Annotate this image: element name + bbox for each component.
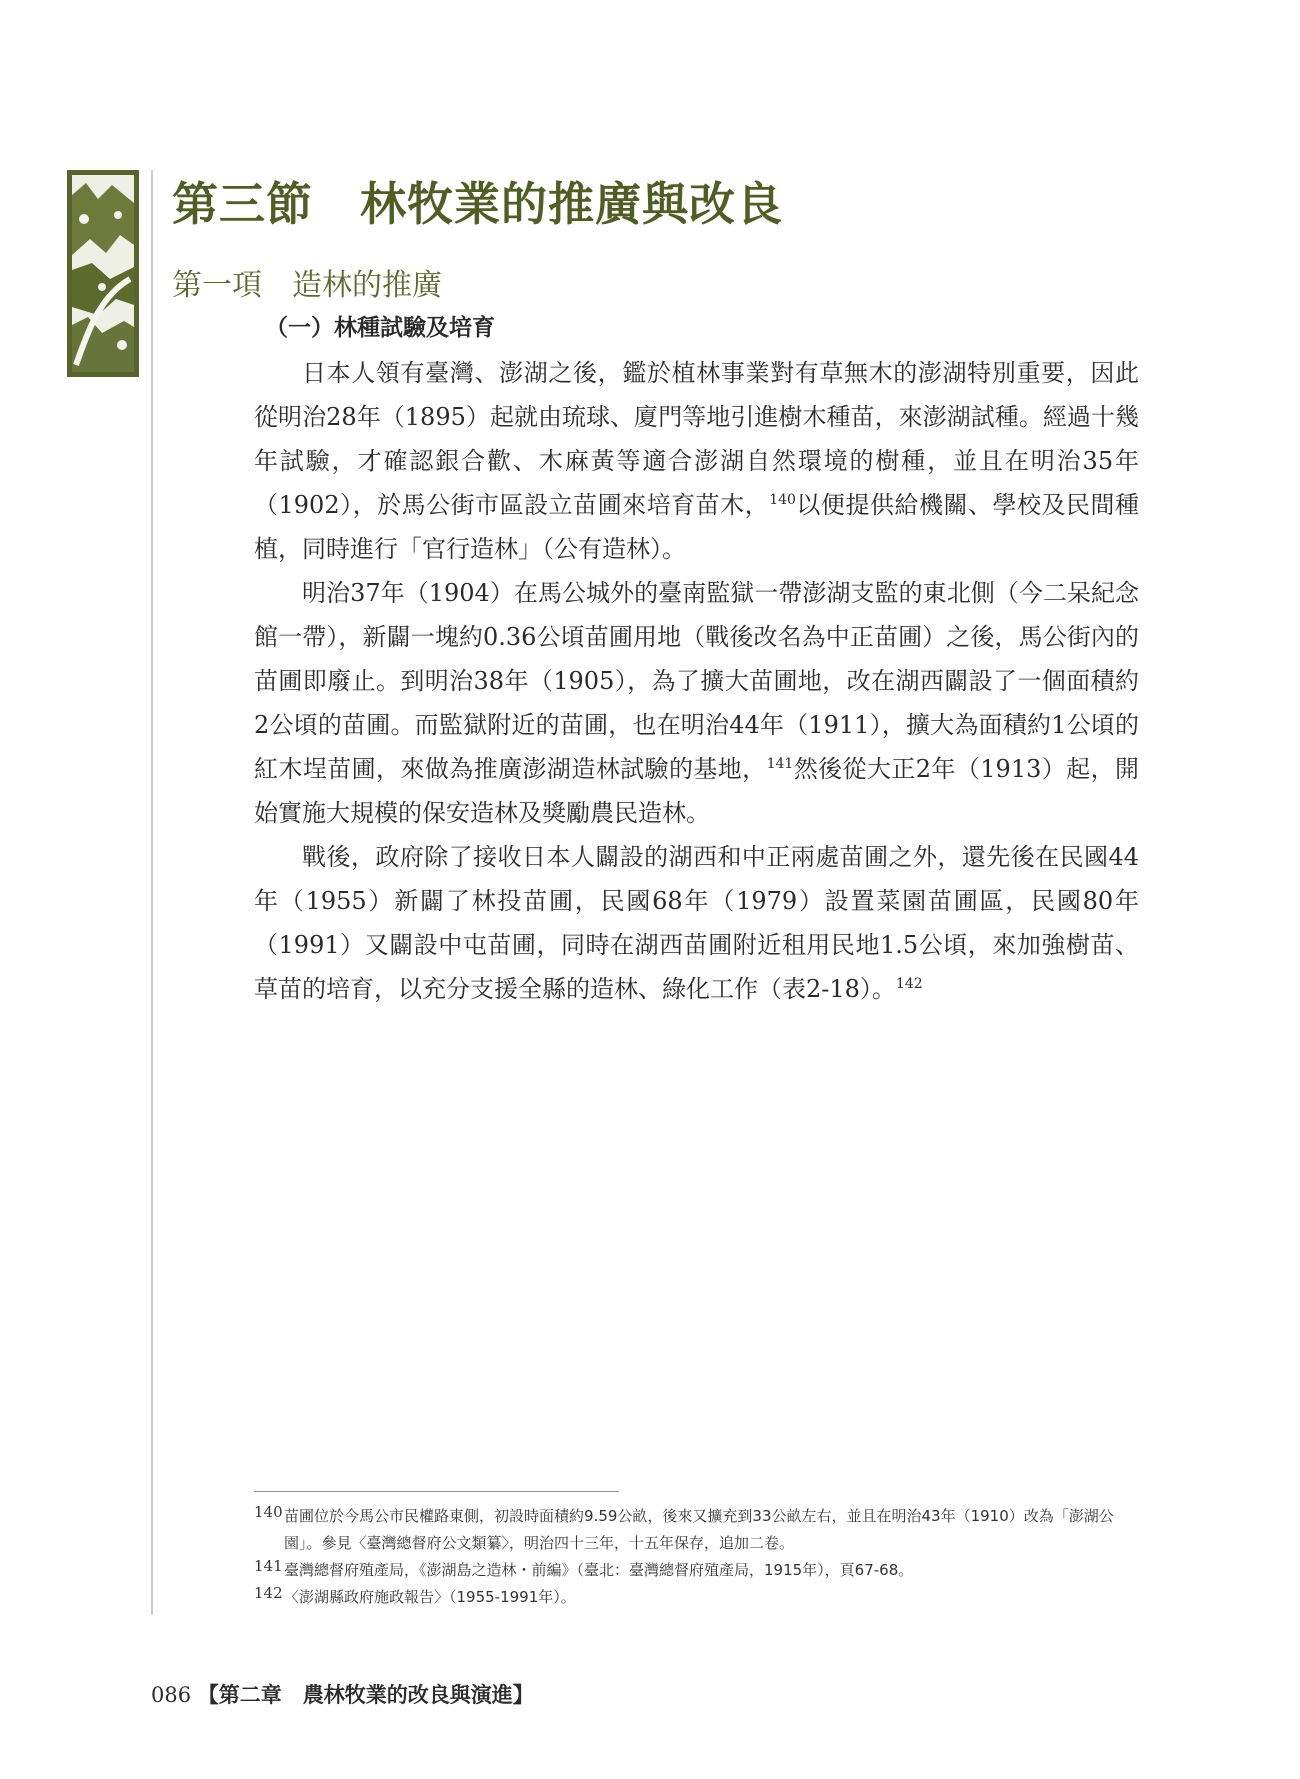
footnote-140 xyxy=(254,1503,1134,1557)
item-title: 第一項 造林的推廣 xyxy=(172,268,442,303)
paragraph-1: 日本人領有臺灣、澎湖之後，鑑於植林事業對有草無木的澎湖特別重要，因此從明治28年（1895）起就由琉球、廈門等地引進樹木種苗，來澎湖試種。經過十幾年試驗，才確認銀合歡、木麻黃等適合澎湖自然環境的樹種，並且在明治35年（1902），於馬公街市區設立苗圃來培育苗木，$^{140}$以便提供給機關、學校及民間種植，同時進行「官行造林」（公有造林）。 xyxy=(254,359,1139,563)
footnote-number: 142 xyxy=(254,1584,283,1602)
page-number: 086 xyxy=(151,1683,192,1707)
footnote-number: 141 xyxy=(254,1557,283,1575)
body-text xyxy=(254,351,1139,1011)
running-chapter-title: 【第二章 農林牧業的改良與演進】 xyxy=(197,1682,534,1707)
footnote-divider xyxy=(254,1491,619,1492)
footnote-text: 臺灣總督府殖產局，《澎湖島之造林・前編》（臺北：臺灣總督府殖產局，1915年），頁67-68。 xyxy=(284,1561,914,1579)
paragraph-3: 戰後，政府除了接收日本人闢設的湖西和中正兩處苗圃之外，還先後在民國44年（1955）新闢了林投苗圃，民國68年（1979）設置菜園苗圃區，民國80年（1991）又闢設中屯苗圃，同時在湖西苗圃附近租用民地1.5公頃，來加強樹苗、草苗的培育，以充分支援全縣的造林、綠化工作（表2-18）。$^{142}$ xyxy=(254,843,1139,1003)
footnote-ref-142: 142 xyxy=(895,976,923,992)
footnote-text: 苗圃位於今馬公市民權路東側，初設時面積約9.59公畝，後來又擴充到33公畝左右，並且在明治43年（1910）改為「澎湖公園」。參見〈臺灣總督府公文類纂〉，明治四十三年，十五年保存，追加二卷。 xyxy=(284,1507,1114,1552)
footnotes xyxy=(254,1503,1134,1611)
page-footer xyxy=(151,1679,534,1709)
footnote-141 xyxy=(254,1557,1134,1584)
paragraph-2: 明治37年（1904）在馬公城外的臺南監獄一帶澎湖支監的東北側（今二呆紀念館一帶），新闢一塊約0.36公頃苗圃用地（戰後改名為中正苗圃）之後，馬公街內的苗圃即廢止。到明治38年（1905），為了擴大苗圃地，改在湖西闢設了一個面積約2公頃的苗圃。而監獄附近的苗圃，也在明治44年（1911），擴大為面積約1公頃的紅木埕苗圃，來做為推廣澎湖造林試驗的基地，$^{141}$然後從大正2年（1913）起，開始實施大規模的保安造林及獎勵農民造林。 xyxy=(254,579,1139,827)
section-title: 第三節 林牧業的推廣與改良 xyxy=(172,177,783,231)
footnote-text: 〈澎湖縣政府施政報告〉（1955-1991年）。 xyxy=(284,1588,576,1606)
footnote-number: 140 xyxy=(254,1503,283,1521)
forest-thumbnail-image xyxy=(67,170,139,377)
side-margin-rule xyxy=(151,170,153,1615)
footnote-142 xyxy=(254,1584,1134,1611)
sub-title: （一）林種試驗及培育 xyxy=(265,314,495,341)
footnote-ref-141: 141 xyxy=(766,756,794,772)
footnote-ref-140: 140 xyxy=(769,492,796,508)
